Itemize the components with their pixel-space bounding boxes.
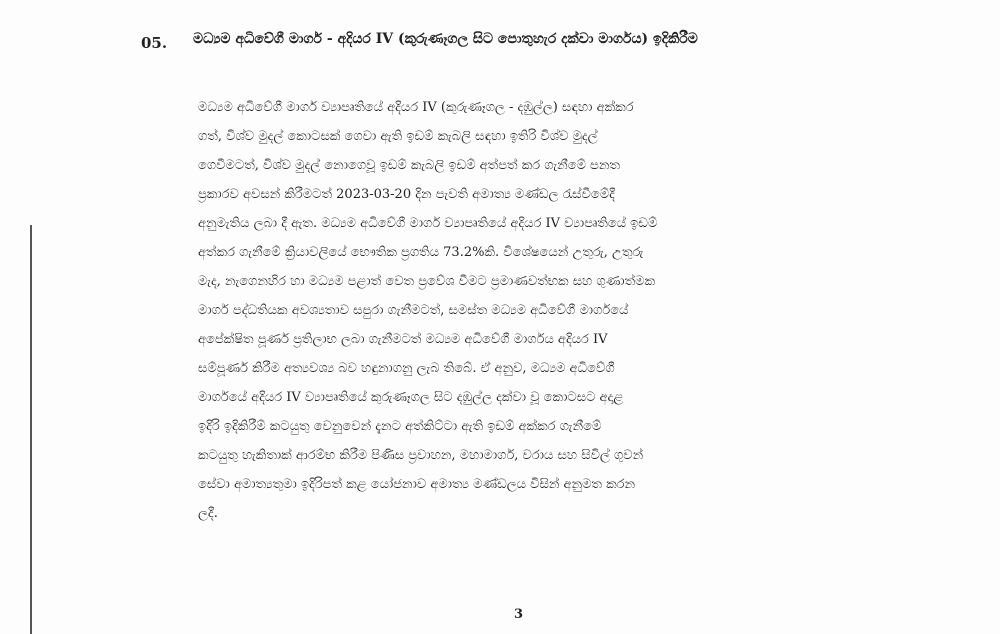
paragraph-line: ලදී. [198, 506, 218, 521]
item-number: 05. [141, 34, 168, 52]
paragraph-line: මාර්ගයේ අදියර IV ව්‍යාපෘතියේ කුරුණෑගල සිට දඹුල්ල දක්වා වූ කොටසට අදාළ [198, 390, 624, 405]
paragraph-line: ඉදිරි ඉදිකිරීම් කටයුතු වෙනුවෙන් දැනට අත්කිට්ටා ඇති ඉඩම් අක්කර ගැනීමේ [198, 419, 602, 434]
paragraph-line: සම්පූර්ණ කිරීම අත්‍යවශ්‍ය බව හඳුනාගනු ලැබ තිබේ. ඒ අනුව, මධ්‍යම අධිවේගී [198, 361, 615, 376]
page-number: 3 [514, 607, 524, 622]
paragraph-line: ගත්, විශ්ව මුදල් කොටසක් ගෙවා ඇති ඉඩම් කැබලි සඳහා ඉතිරි විශ්ව මුදල් [198, 129, 598, 144]
paragraph-line: ප්‍රකාරව අවසන් කිරීමටත් 2023-03-20 දින පැවති අමාත්‍ය මණ්ඩල රැස්වීමේදී [198, 187, 615, 202]
paragraph-line: අත්කර ගැනීමේ ක්‍රියාවලියේ භෞතික ප්‍රගතිය 73.2%කි. විශේෂයෙන් උතුරු, උතුරු [198, 245, 644, 260]
paragraph-line: ගෙවීමටත්, විශ්ව මුදල් නොගෙවූ ඉඩම් කැබලි ඉඩම් අත්පත් කර ගැනීමේ පනත [198, 158, 620, 173]
paragraph-line: කටයුතු හැකිතාක් ආරම්භ කිරීම පිණිස ප්‍රවාහන, මහාමාර්ග, වරාය සහ සිවිල් ගුවන් [198, 448, 644, 463]
paragraph-line: අපේක්ෂිත පූර්ණ ප්‍රතිලාභ ලබා ගැනීමටත් මධ්‍යම අධිවේගී මාර්ගය අදියර IV [198, 332, 608, 347]
paragraph-line: අනුමැතිය ලබා දී ඇත. මධ්‍යම අධිවේගී මාර්ග ව්‍යාපෘතියේ අදියර IV ව්‍යාපෘතියේ ඉඩම් [198, 216, 658, 231]
body-paragraph [198, 93, 893, 528]
left-margin-line [30, 225, 32, 634]
section-heading: මධ්‍යම අධිවේගී මාර්ග - අදියර IV (කුරුණෑගල සිට පොතුහැර දක්වා මාර්ගය) ඉදිකිරීම [193, 31, 698, 47]
paragraph-line: සේවා අමාත්‍යතුමා ඉදිරිපත් කළ යෝජනාව අමාත්‍ය මණ්ඩලය විසින් අනුමත කරන [198, 477, 636, 492]
paragraph-line: මධ්‍යම අධිවේගී මාර්ග ව්‍යාපෘතියේ අදියර IV (කුරුණෑගල - දඹුල්ල) සඳහා අක්කර [198, 100, 634, 115]
paragraph-line: මාර්ග පද්ධතියක අවශ්‍යතාව සපුරා ගැනීමටත්, සමස්ත මධ්‍යම අධිවේගී මාර්ගයේ [198, 303, 629, 318]
paragraph-line: මැද, නැගෙනහිර හා මධ්‍යම පළාත් වෙත ප්‍රවේශ වීමට ප්‍රමාණවත්භක සහ ගුණාත්මක [198, 274, 656, 289]
